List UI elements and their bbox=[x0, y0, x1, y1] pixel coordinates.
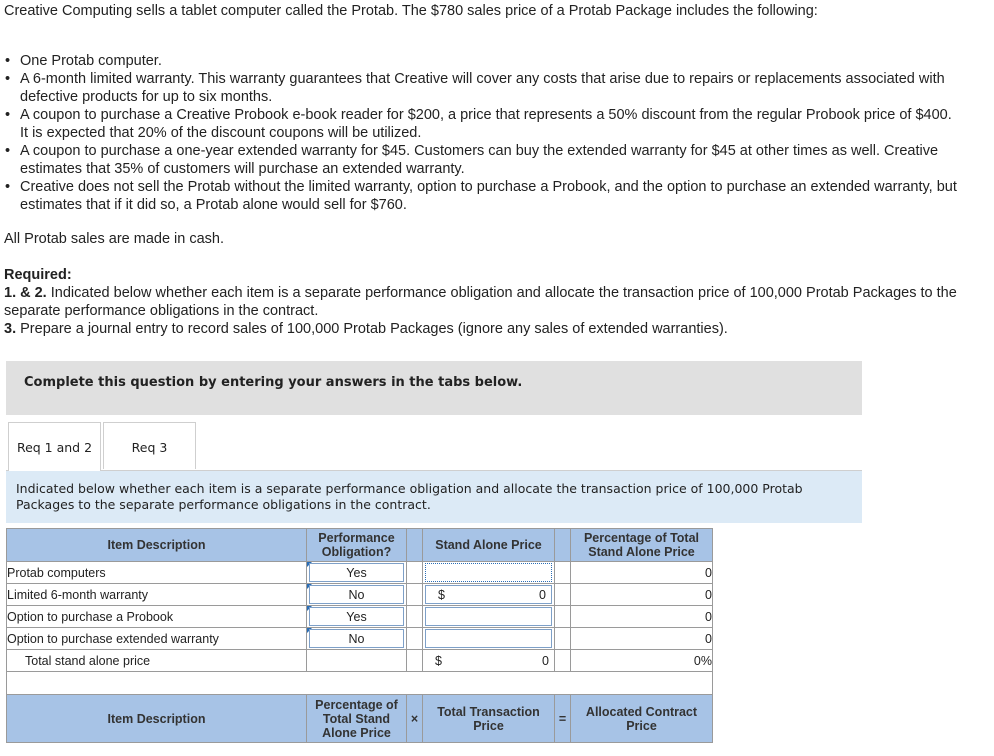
tab-req-1-and-2[interactable] bbox=[8, 422, 101, 471]
package-items-list bbox=[0, 52, 960, 214]
header-performance-obligation: Performance Obligation? bbox=[307, 529, 407, 562]
table-spacer-row bbox=[7, 672, 713, 695]
required-heading: Required: bbox=[4, 267, 72, 283]
list-item: • A 6-month limited warranty. This warranty guarantees that Creative will cover any costs that arise due to repairs or replacements associated with defective products for up to six months. bbox=[0, 70, 960, 106]
row-description: Protab computers bbox=[7, 562, 307, 584]
required-item-label: 1. & 2. bbox=[4, 285, 47, 301]
performance-obligation-select[interactable]: Yes bbox=[307, 562, 407, 584]
cash-note: All Protab sales are made in cash. bbox=[4, 231, 225, 247]
stand-alone-price-input[interactable]: $ 0 bbox=[423, 584, 555, 606]
instruction-text: Indicated below whether each item is a separate performance obligation and allocate the transaction price of 100,000 Protab Packages to the separate performance obligations in the contract. bbox=[16, 481, 803, 512]
list-item: • One Protab computer. bbox=[0, 52, 960, 70]
header-item-description: Item Description bbox=[7, 529, 307, 562]
allocation-table bbox=[6, 528, 713, 743]
required-item-text: Indicated below whether each item is a separate performance obligation and allocate the transaction price of 100,000 Protab Packages to the separate performance obligations in the contract. bbox=[4, 285, 957, 319]
header-item-description: Item Description bbox=[7, 695, 307, 743]
total-percentage: 0% bbox=[571, 650, 713, 672]
performance-obligation-select[interactable]: No bbox=[307, 628, 407, 650]
complete-banner-text: Complete this question by entering your answers in the tabs below. bbox=[24, 375, 523, 390]
performance-obligation-select[interactable]: Yes bbox=[307, 606, 407, 628]
tab-label: Req 1 and 2 bbox=[16, 440, 93, 455]
header-spacer bbox=[407, 529, 423, 562]
row-description: Option to purchase extended warranty bbox=[7, 628, 307, 650]
stand-alone-price-input[interactable] bbox=[423, 628, 555, 650]
header-total-transaction-price: Total Transaction Price bbox=[423, 695, 555, 743]
intro-text: Creative Computing sells a tablet computer called the Protab. The $780 sales price of a Protab Package includes the following: bbox=[4, 3, 818, 19]
complete-banner bbox=[6, 361, 862, 415]
header-spacer bbox=[555, 529, 571, 562]
percentage-value: 0 bbox=[571, 562, 713, 584]
row-description: Option to purchase a Probook bbox=[7, 606, 307, 628]
stand-alone-price-input[interactable] bbox=[423, 606, 555, 628]
header-percentage-total: Percentage of Total Stand Alone Price bbox=[571, 529, 713, 562]
total-row-label: Total stand alone price bbox=[7, 650, 307, 672]
problem-intro bbox=[4, 2, 984, 20]
list-item: • A coupon to purchase a one-year extended warranty for $45. Customers can buy the extended warranty for $45 at other times as well. Creative estimates that 35% of customers will purchase an extended warranty. bbox=[0, 142, 960, 178]
tab-label: Req 3 bbox=[131, 440, 168, 455]
required-section bbox=[4, 266, 964, 338]
percentage-value: 0 bbox=[571, 628, 713, 650]
header-percentage-total: Percentage of Total Stand Alone Price bbox=[307, 695, 407, 743]
percentage-value: 0 bbox=[571, 606, 713, 628]
list-item: • A coupon to purchase a Creative Probook e-book reader for $200, a price that represents a 50% discount from the regular Probook price of $400. It is expected that 20% of the discount coupons will be utilized. bbox=[0, 106, 960, 142]
percentage-value: 0 bbox=[571, 584, 713, 606]
equals-operator: = bbox=[555, 695, 571, 743]
list-item: • Creative does not sell the Protab without the limited warranty, option to purchase a Probook, and the option to purchase an extended warranty, but estimates that if it did so, a Protab alone would sell for $760. bbox=[0, 178, 960, 214]
tab-req-3[interactable] bbox=[103, 422, 196, 469]
row-description: Limited 6-month warranty bbox=[7, 584, 307, 606]
header-stand-alone-price: Stand Alone Price bbox=[423, 529, 555, 562]
total-stand-alone-price: $ 0 bbox=[423, 650, 555, 672]
performance-obligation-select[interactable]: No bbox=[307, 584, 407, 606]
instruction-panel bbox=[6, 470, 862, 523]
header-allocated-contract-price: Allocated Contract Price bbox=[571, 695, 713, 743]
required-item-label: 3. bbox=[4, 321, 17, 337]
multiply-operator: × bbox=[407, 695, 423, 743]
stand-alone-price-input[interactable] bbox=[423, 562, 555, 584]
required-item-text: Prepare a journal entry to record sales of 100,000 Protab Packages (ignore any sales of extended warranties). bbox=[20, 321, 728, 337]
